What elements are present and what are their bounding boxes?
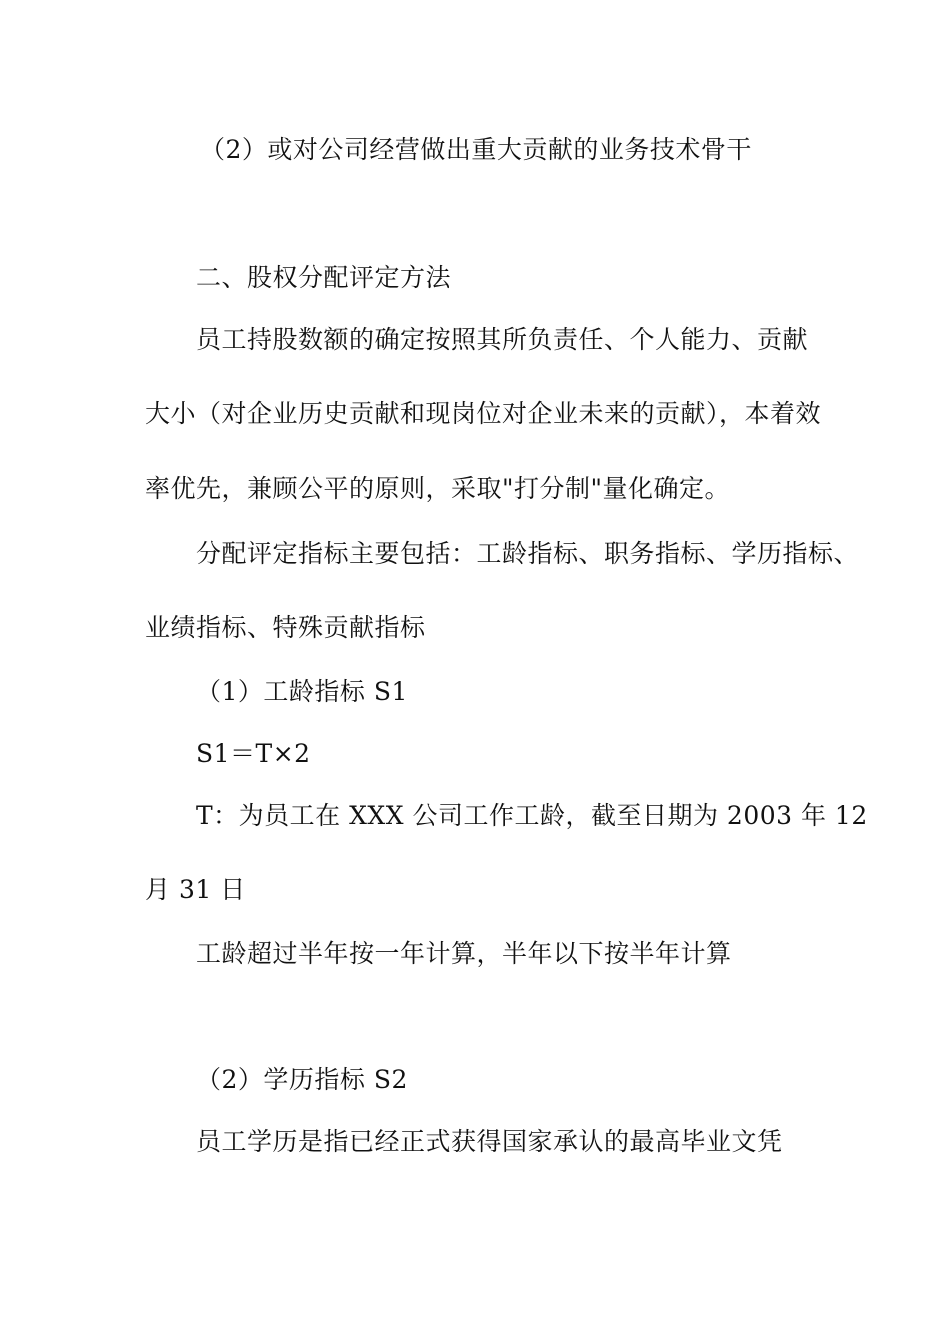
paragraph-line: 大小（对企业历史贡献和现岗位对企业未来的贡献），本着效 — [145, 399, 822, 428]
paragraph-line: 分配评定指标主要包括：工龄指标、职务指标、学历指标、 — [196, 539, 860, 568]
subsection-heading: （1）工龄指标 S1 — [196, 677, 408, 706]
paragraph-line: （2）或对公司经营做出重大贡献的业务技术骨干 — [200, 135, 752, 164]
subsection-heading: （2）学历指标 S2 — [196, 1065, 408, 1094]
paragraph-line: 业绩指标、特殊贡献指标 — [145, 613, 426, 642]
paragraph-line: 员工持股数额的确定按照其所负责任、个人能力、贡献 — [196, 325, 809, 354]
paragraph-line: 工龄超过半年按一年计算，半年以下按半年计算 — [196, 939, 732, 968]
paragraph-line: 月 31 日 — [145, 875, 246, 904]
formula-line: S1＝T×2 — [196, 739, 311, 768]
paragraph-line: 员工学历是指已经正式获得国家承认的最高毕业文凭 — [196, 1127, 783, 1156]
section-heading: 二、股权分配评定方法 — [196, 263, 452, 292]
paragraph-line: 率优先，兼顾公平的原则，采取"打分制"量化确定。 — [145, 474, 731, 503]
paragraph-line: T：为员工在 XXX 公司工作工龄，截至日期为 2003 年 12 — [196, 801, 868, 830]
